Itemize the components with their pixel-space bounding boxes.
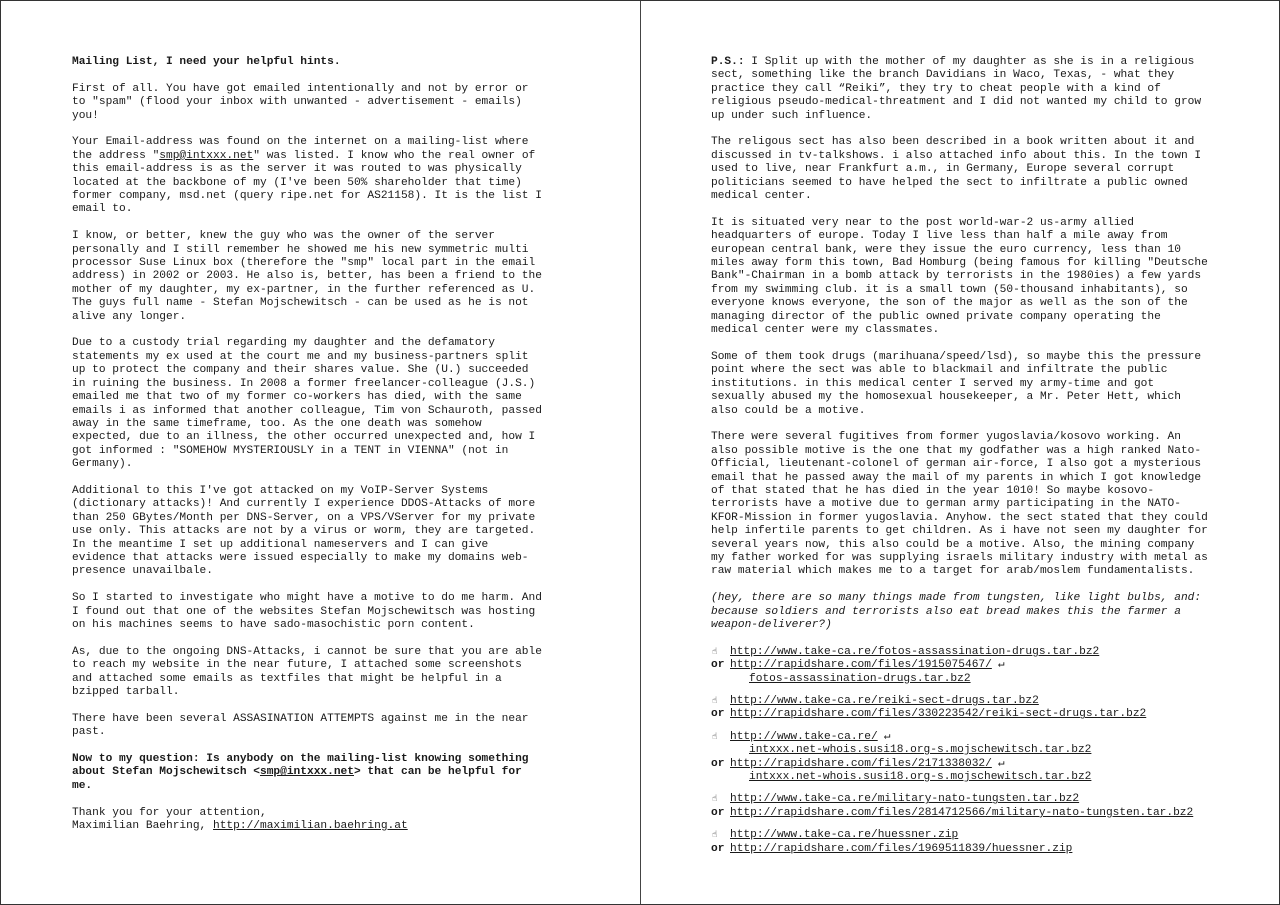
paragraph-location: It is situated very near to the post world-war-2 us-army allied headquarters of europe. Today I live less than half a mile away from european central bank, were they issue the euro currency, less than 10 miles away form this town, Bad Homburg (being famous for killing "Deutsche Bank"-Chairman in a bomb attack by terrorists in the 1980ies) a few yards from my swimming club. it is a small town (50-thousand inhabitants), so everyone knows everyone, the son of the major as well as the son of the managing director of the public owned private company operating the medical center were my classmates. <box>711 216 1208 337</box>
mirror-link-continued[interactable]: fotos-assassination-drugs.tar.bz2 <box>749 672 971 685</box>
or-label: or <box>711 708 725 721</box>
paragraph-tungsten-note: (hey, there are so many things made from tungsten, like light bulbs, and: because soldiers and terrorists also eat bread makes this the farmer a weapon-deliverer?) <box>711 592 1202 631</box>
link-continuation <box>711 771 1211 784</box>
download-icon: ☝ <box>712 830 718 841</box>
link-row <box>711 793 1211 806</box>
download-icon: ☝ <box>712 696 718 706</box>
mirror-link[interactable]: http://rapidshare.com/files/1969511839/huessner.zip <box>730 842 1073 855</box>
link-group <box>711 731 1211 785</box>
download-link[interactable]: http://www.take-ca.re/military-nato-tungsten.tar.bz2 <box>730 793 1080 806</box>
mirror-link[interactable]: http://rapidshare.com/files/330223542/reiki-sect-drugs.tar.bz2 <box>730 708 1147 721</box>
download-link[interactable]: http://www.take-ca.re/reiki-sect-drugs.tar.bz2 <box>730 695 1039 707</box>
website-link[interactable]: http://maximilian.baehring.at <box>213 820 408 832</box>
right-page <box>711 56 1211 865</box>
page-divider <box>640 1 641 904</box>
mirror-link[interactable]: http://rapidshare.com/files/2171338032/ <box>730 757 992 770</box>
link-row <box>711 843 1211 856</box>
paragraph-email-found: Your Email-address was found on the internet on a mailing-list where the address "smp@intxxx.net" was listed. I know who the real owner of this email-address is as the server it was routed to was physically located at the backbone of my (I've been 50% shareholder that time) former company, msd.net (query ripe.net for AS21158). It is the list I email to. <box>72 136 542 216</box>
paragraph-question: Now to my question: Is anybody on the mailing-list knowing something about Stefan Mojschewitsch <smp@intxxx.net> that can be helpful for me. <box>72 752 529 792</box>
link-row <box>711 829 1211 842</box>
download-link-continued[interactable]: intxxx.net-whois.susi18.org-s.mojschewitsch.tar.bz2 <box>749 744 1092 757</box>
paragraph-intro: First of all. You have got emailed intentionally and not by error or to "spam" (flood your inbox with unwanted - advertisement - emails) you! <box>72 82 529 122</box>
paragraph-drugs: Some of them took drugs (marihuana/speed/lsd), so maybe this the pressure point where the sect was able to blackmail and infiltrate the public institutions. in this medical center I served my army-time and got sexually abused my the homosexual housekeeper, a Mr. Peter Hett, which also could be a motive. <box>711 350 1202 417</box>
download-icon: ☝ <box>712 731 718 742</box>
paragraph-attacks: Additional to this I've got attacked on my VoIP-Server Systems (dictionary attacks)! And currently I experience DDOS-Attacks of more than 250 GBytes/Month per DNS-Server, on a VPS/VServer for my private use only. This attacks are not by a virus or worm, they are targeted. In the meantime I set up additional nameservers and I can give evidence that attacks were issued especially to make my domains web- presence unavailbale. <box>72 484 536 578</box>
or-label: or <box>711 659 725 672</box>
download-icon: ☝ <box>712 794 718 805</box>
link-row <box>711 695 1211 708</box>
line-continuation-icon: ↵ <box>997 757 1005 770</box>
paragraph-ps: P.S.: I Split up with the mother of my daughter as she is in a religious sect, something like the branch Davidians in Waco, Texas, - what they practice they call “Reiki”, they try to cheat people with a kind of religious pseudo-medical-threatment and I did not wanted my child to grow up under such influence. <box>711 56 1202 122</box>
link-group <box>711 829 1211 856</box>
letter-title: Mailing List, I need your helpful hints. <box>72 56 341 68</box>
paragraph-fugitives: There were several fugitives from former yugoslavia/kosovo working. An also possible motive is the one that my godfather was a high ranked Nato- Official, lieutenant-colonel of german air-force, I also got a mysterious email that he passed away the mail of my parents in which I got knowledge of that stated that he has died in the year 1010! So maybe kosovo- terrorists have a motive due to german army participating in the NATO- KFOR-Mission in former yugoslavia. Anyhow. the sect stated that they could help infertile parents to get children. As i have not seen my daughter for several years now, this also could be a motive. Also, the mining company my father worked for was supplying israels military industry with metal as raw material which makes me to a target for arab/moslem fundamentalists. <box>711 431 1208 578</box>
mirror-link-continued[interactable]: intxxx.net-whois.susi18.org-s.mojschewitsch.tar.bz2 <box>749 771 1092 784</box>
paragraph-dns-attacks: As, due to the ongoing DNS-Attacks, i cannot be sure that you are able to reach my website in the near future, I attached some screenshots and attached some emails as textfiles that might be helpful in a bzipped tarball. <box>72 645 542 698</box>
ps-label: P.S.: <box>711 56 745 68</box>
paragraph-custody-trial: Due to a custody trial regarding my daughter and the defamatory statements my ex used at the court me and my business-partners split up to protect the company and their shares value. She (U.) succeeded in ruining the business. In 2008 a former freelancer-colleague (J.S.) emailed me that two of my former co-workers has died, with the same emails i as informed that another colleague, Tim von Schauroth, passed away in the same timeframe, too. As the one death was somehow expected, due to an illness, the other occurred unexpected and, how I got informed : "SOMEHOW MYSTERIOUSLY in a TENT in VIENNA" (not in Germany). <box>72 337 542 471</box>
left-page <box>72 56 577 847</box>
or-label: or <box>711 757 725 770</box>
download-link[interactable]: http://www.take-ca.re/fotos-assassination-drugs.tar.bz2 <box>730 645 1100 658</box>
link-continuation <box>711 673 1211 686</box>
signature-block: Thank you for your attention, Maximilian Baehring, http://maximilian.baehring.at <box>72 806 408 832</box>
email-address: smp@intxxx.net <box>159 149 254 162</box>
or-label: or <box>711 806 725 819</box>
link-group <box>711 695 1211 722</box>
line-continuation-icon: ↵ <box>997 659 1005 672</box>
paragraph-sect-book: The religous sect has also been described in a book written about it and discussed in tv-talkshows. i also attached info about this. In the town I used to live, near Frankfurt a.m., in Germany, Europe several corrupt politicians seemed to have helped the sect to infiltrate a public owned medical center. <box>711 136 1202 203</box>
line-continuation-icon: ↵ <box>883 730 891 743</box>
link-continuation <box>711 744 1211 757</box>
link-row <box>711 807 1211 820</box>
link-row <box>711 758 1211 771</box>
paragraph-assassination: There have been several ASSASINATION ATTEMPTS against me in the near past. <box>72 712 529 739</box>
link-row <box>711 731 1211 744</box>
download-links <box>711 646 1211 856</box>
mirror-link[interactable]: http://rapidshare.com/files/1915075467/ <box>730 659 992 672</box>
mirror-link[interactable]: http://rapidshare.com/files/2814712566/military-nato-tungsten.tar.bz2 <box>730 806 1194 819</box>
link-group <box>711 793 1211 820</box>
link-row <box>711 659 1211 672</box>
download-link[interactable]: http://www.take-ca.re/huessner.zip <box>730 829 959 842</box>
download-link[interactable]: http://www.take-ca.re/ <box>730 730 878 743</box>
link-row <box>711 708 1211 721</box>
link-row <box>711 646 1211 659</box>
email-address: smp@intxxx.net <box>259 766 354 779</box>
download-icon: ☝ <box>712 646 718 657</box>
link-group <box>711 646 1211 686</box>
or-label: or <box>711 842 725 855</box>
paragraph-server-owner: I know, or better, knew the guy who was the owner of the server personally and I still remember he showed me his new symmetric multi processor Suse Linux box (therefore the "smp" local part in the email address) in 2002 or 2003. He also is, better, has been a friend to the mother of my daughter, my ex-partner, in the further referenced as U. The guys full name - Stefan Mojschewitsch - can be used as he is not alive any longer. <box>72 230 542 323</box>
paragraph-investigation: So I started to investigate who might have a motive to do me harm. And I found out that one of the websites Stefan Mojschewitsch was hosting on his machines seems to have sado-masochistic porn content. <box>72 592 542 631</box>
